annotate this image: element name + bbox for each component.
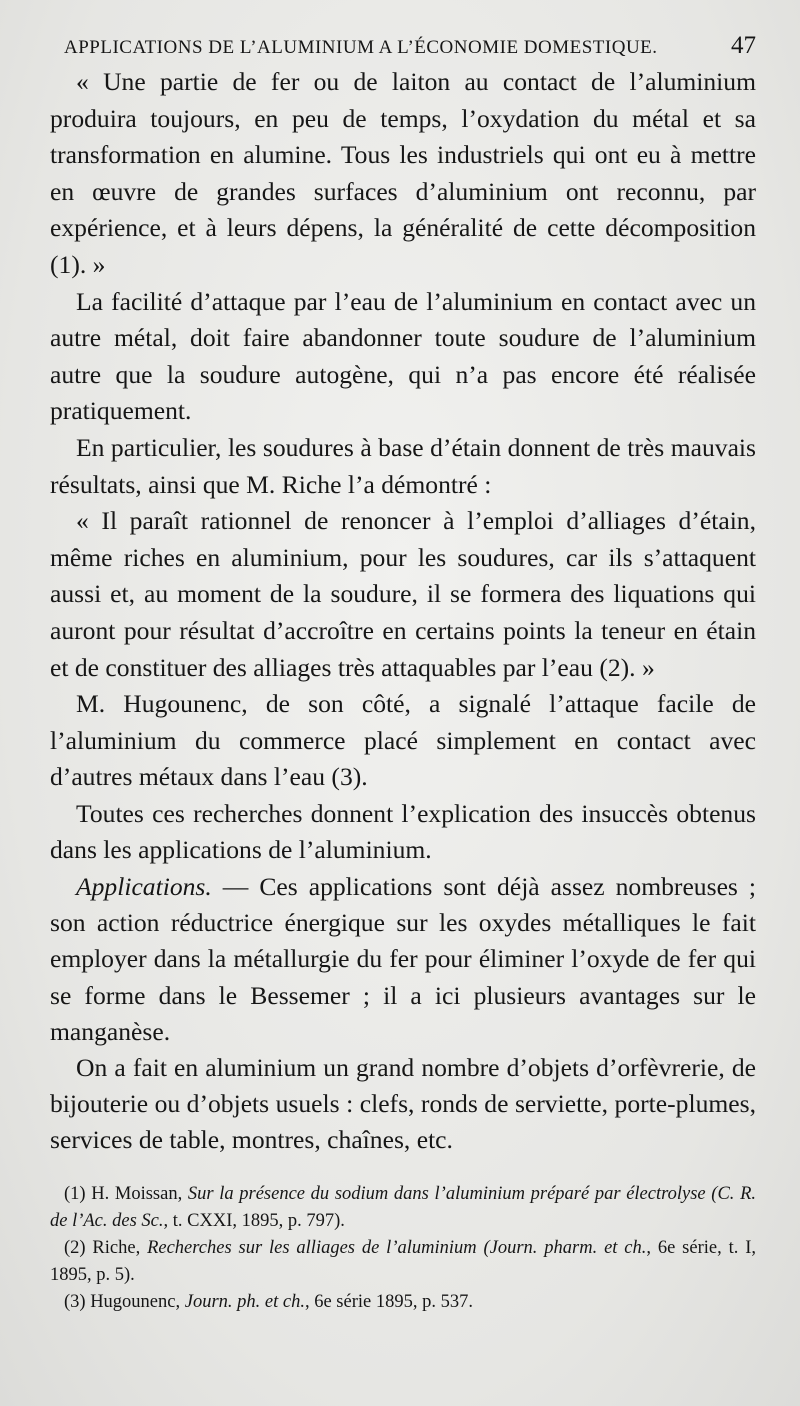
- running-title: APPLICATIONS DE L’ALUMINIUM A L’ÉCONOMIE DOMESTIQUE.: [64, 37, 658, 58]
- footnote-ref: , t. CXXI, 1895, p. 797).: [163, 1210, 345, 1231]
- footnote-title: Journ. ph. et ch.: [184, 1291, 305, 1312]
- paragraph-applications: [50, 869, 756, 1050]
- paragraph: Toutes ces recherches donnent l’explication des insuccès obtenus dans les applications de l’aluminium.: [50, 798, 756, 865]
- paragraph: « Il paraît rationnel de renoncer à l’emploi d’alliages d’étain, même riches en aluminium, pour les soudures, car ils s’attaquent aussi et, au moment de la soudure, il se formera des liquations qui auront pour résultat d’accroître en certains points la teneur en étain et de constituer des alliages très attaquables par l’eau (2). »: [50, 506, 756, 682]
- paragraph-text: — Ces applications sont déjà assez nombreuses ; son action réductrice énergique sur les oxydes métalliques le fait employer dans la métallurgie du fer pour éliminer l’oxyde de fer qui se forme dans le Bessemer ; il a ici plusieurs avantages sur le manganèse.: [50, 872, 756, 1046]
- footnotes: [50, 1181, 756, 1316]
- paragraph: « Une partie de fer ou de laiton au contact de l’aluminium produira toujours, en peu de temps, l’oxydation du métal et sa transformation en alumine. Tous les industriels qui ont eu à mettre en œuvre de grandes surfaces d’aluminium ont reconnu, par expérience, et à leurs dépens, la généralité de cette décomposition (1). »: [50, 67, 756, 279]
- footnote-title: Recherches sur les alliages de l’aluminium (Journ. pharm. et ch.: [147, 1237, 647, 1258]
- paragraph: M. Hugounenc, de son côté, a signalé l’attaque facile de l’aluminium du commerce placé simplement en contact avec d’autres métaux dans l’eau (3).: [50, 689, 756, 792]
- footnote-ref: , 6e série 1895, p. 537.: [304, 1291, 473, 1312]
- footnote-ref: , 6e série, t. I, 1895, p. 5).: [50, 1237, 756, 1285]
- paragraph: En particulier, les soudures à base d’étain donnent de très mauvais résultats, ainsi que M. Riche l’a démontré :: [50, 432, 756, 499]
- footnote: [50, 1235, 756, 1289]
- running-head: [64, 32, 756, 60]
- section-lead: Applications.: [76, 872, 212, 902]
- page-number: 47: [731, 32, 756, 59]
- footnote-title: Sur la présence du sodium dans l’aluminium préparé par électrolyse (C. R. de l’Ac. des Sc.: [50, 1183, 756, 1231]
- footnote: [50, 1181, 756, 1235]
- footnote-author: (1) H. Moissan,: [64, 1183, 188, 1204]
- footnote-author: (3) Hugounenc,: [64, 1291, 185, 1312]
- paragraph: La facilité d’attaque par l’eau de l’aluminium en contact avec un autre métal, doit faire abandonner toute soudure de l’aluminium autre que la soudure autogène, qui n’a pas encore été réalisée pratiquement.: [50, 286, 756, 426]
- footnote-author: (2) Riche,: [64, 1237, 148, 1258]
- paragraph: On a fait en aluminium un grand nombre d’objets d’orfèvrerie, de bijouterie ou d’objets usuels : clefs, ronds de serviette, porte-plumes, services de table, montres, chaînes, etc.: [50, 1053, 756, 1155]
- footnote: [50, 1289, 756, 1316]
- body-text: [50, 64, 756, 1159]
